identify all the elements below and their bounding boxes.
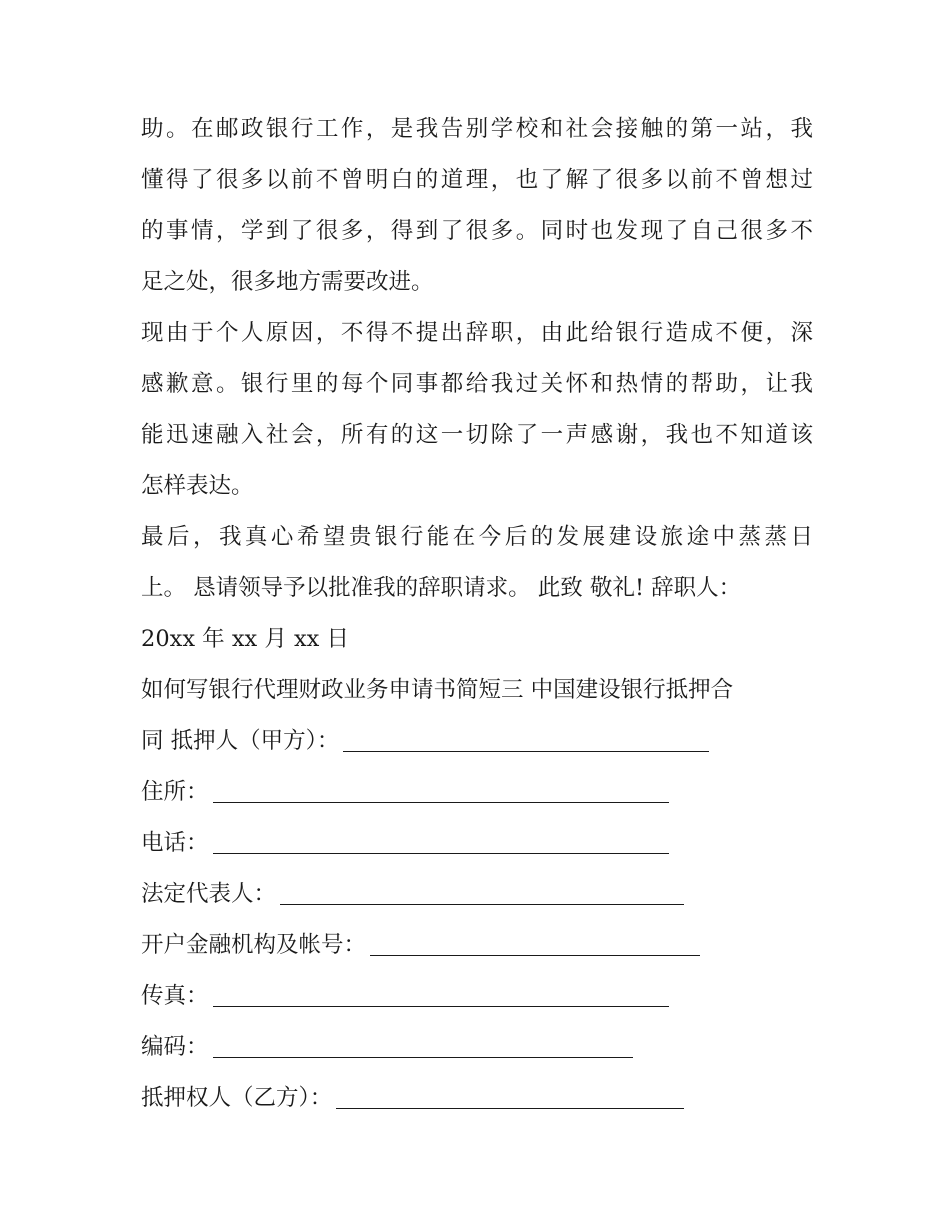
field-legal-rep	[141, 869, 813, 920]
paragraph-closing	[141, 512, 813, 665]
document-body	[141, 104, 813, 1124]
text-line: 现由于个人原因，不得不提出辞职，由此给银行造成不便，深	[141, 320, 813, 346]
blank-underline[interactable]	[213, 778, 669, 803]
field-address	[141, 767, 813, 818]
blank-underline[interactable]	[213, 829, 669, 854]
text-line: 怎样表达。	[141, 473, 254, 499]
field-label: 开户金融机构及帐号：	[141, 932, 367, 958]
text-line: 感歉意。银行里的每个同事都给我过关怀和热情的帮助，让我	[141, 371, 813, 397]
text-line: 助。在邮政银行工作，是我告别学校和社会接触的第一站，我	[141, 116, 813, 142]
text-line: 上。 恳请领导予以批准我的辞职请求。 此致 敬礼! 辞职人：	[141, 575, 742, 601]
blank-underline[interactable]	[213, 1033, 633, 1058]
blank-underline[interactable]	[336, 1084, 684, 1109]
text-line: 懂得了很多以前不曾明白的道理，也了解了很多以前不曾想过	[141, 167, 813, 193]
field-mortgagee	[141, 1073, 813, 1124]
field-fax	[141, 971, 813, 1022]
text-line: 能迅速融入社会，所有的这一切除了一声感谢，我也不知道该	[141, 422, 813, 448]
text-line: 的事情，学到了很多，得到了很多。同时也发现了自己很多不	[141, 218, 813, 244]
field-mortgagor	[141, 716, 813, 767]
paragraph-reason	[141, 308, 813, 512]
field-label: 同 抵押人（甲方）：	[141, 728, 340, 754]
blank-underline[interactable]	[280, 880, 684, 905]
field-label: 法定代表人：	[141, 881, 277, 907]
paragraph-thanks	[141, 104, 813, 308]
text-line: 最后，我真心希望贵银行能在今后的发展建设旅途中蒸蒸日	[141, 524, 813, 550]
date-line: 20xx 年 xx 月 xx 日	[141, 626, 350, 652]
field-phone	[141, 818, 813, 869]
text-line: 如何写银行代理财政业务申请书简短三 中国建设银行抵押合	[141, 677, 734, 703]
blank-underline[interactable]	[213, 982, 669, 1007]
text-line: 足之处，很多地方需要改进。	[141, 269, 434, 295]
blank-underline[interactable]	[343, 727, 709, 752]
field-postcode	[141, 1022, 813, 1073]
contract-fields	[141, 716, 813, 1124]
field-label: 传真：	[141, 983, 209, 1009]
field-label: 抵押权人（乙方）：	[141, 1085, 333, 1111]
field-label: 住所：	[141, 779, 209, 805]
contract-heading	[141, 665, 813, 716]
blank-underline[interactable]	[370, 931, 700, 956]
field-label: 电话：	[141, 830, 209, 856]
field-bank-account	[141, 920, 813, 971]
field-label: 编码：	[141, 1034, 209, 1060]
